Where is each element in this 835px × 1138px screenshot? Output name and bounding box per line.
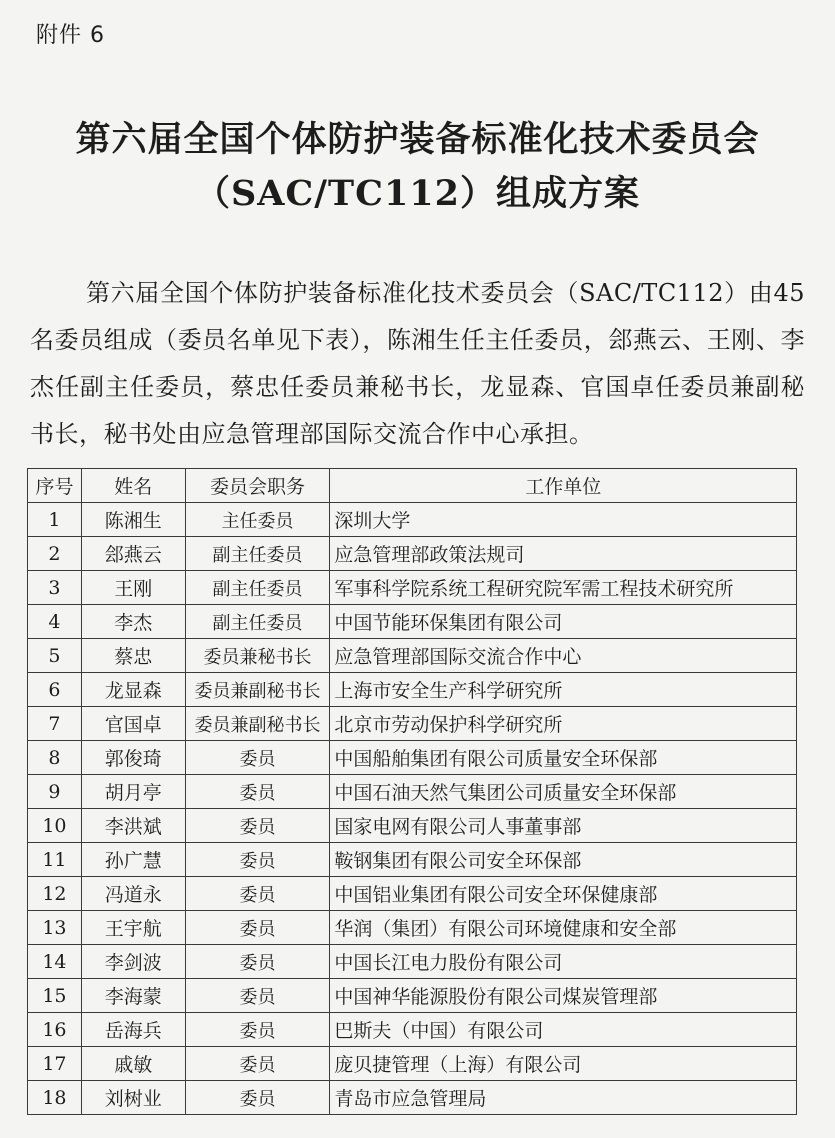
attachment-label: 附件 6 bbox=[36, 23, 105, 48]
cell-position: 副主任委员 bbox=[185, 605, 330, 639]
cell-workplace: 上海市安全生产科学研究所 bbox=[330, 673, 797, 707]
table-row bbox=[28, 911, 797, 945]
cell-position: 委员 bbox=[185, 877, 330, 911]
cell-name: 戚敏 bbox=[81, 1047, 185, 1081]
table-row bbox=[28, 809, 797, 843]
cell-position: 委员 bbox=[185, 1047, 330, 1081]
document-title-line-2: （SAC/TC112）组成方案 bbox=[194, 173, 641, 214]
table-row bbox=[28, 1047, 797, 1081]
cell-index: 11 bbox=[28, 843, 82, 877]
cell-workplace: 中国长江电力股份有限公司 bbox=[330, 945, 797, 979]
cell-position: 委员 bbox=[185, 945, 330, 979]
table-header-row bbox=[28, 469, 797, 503]
cell-index: 17 bbox=[28, 1047, 82, 1081]
cell-name: 李剑波 bbox=[81, 945, 185, 979]
table-row bbox=[28, 979, 797, 1013]
cell-workplace: 中国石油天然气集团公司质量安全环保部 bbox=[330, 775, 797, 809]
cell-name: 蔡忠 bbox=[81, 639, 185, 673]
cell-index: 5 bbox=[28, 639, 82, 673]
cell-position: 委员兼副秘书长 bbox=[185, 673, 330, 707]
cell-workplace: 青岛市应急管理局 bbox=[330, 1081, 797, 1115]
header-workplace: 工作单位 bbox=[330, 469, 797, 503]
cell-index: 9 bbox=[28, 775, 82, 809]
cell-workplace: 中国神华能源股份有限公司煤炭管理部 bbox=[330, 979, 797, 1013]
table-row bbox=[28, 639, 797, 673]
cell-name: 胡月亭 bbox=[81, 775, 185, 809]
cell-index: 4 bbox=[28, 605, 82, 639]
cell-position: 主任委员 bbox=[185, 503, 330, 537]
member-table bbox=[27, 468, 797, 1115]
intro-paragraph: 第六届全国个体防护装备标准化技术委员会（SAC/TC112）由45名委员组成（委员名单见下表），陈湘生任主任委员，郐燕云、王刚、李杰任副主任委员，蔡忠任委员兼秘书长，龙显森、官国卓任委员兼副秘书长，秘书处由应急管理部国际交流合作中心承担。 bbox=[30, 279, 805, 448]
cell-index: 14 bbox=[28, 945, 82, 979]
cell-workplace: 军事科学院系统工程研究院军需工程技术研究所 bbox=[330, 571, 797, 605]
cell-index: 15 bbox=[28, 979, 82, 1013]
cell-index: 13 bbox=[28, 911, 82, 945]
cell-index: 6 bbox=[28, 673, 82, 707]
table-row bbox=[28, 571, 797, 605]
cell-workplace: 中国节能环保集团有限公司 bbox=[330, 605, 797, 639]
table-row bbox=[28, 945, 797, 979]
header-index: 序号 bbox=[28, 469, 82, 503]
cell-position: 副主任委员 bbox=[185, 571, 330, 605]
table-row bbox=[28, 707, 797, 741]
cell-workplace: 北京市劳动保护科学研究所 bbox=[330, 707, 797, 741]
cell-name: 李海蒙 bbox=[81, 979, 185, 1013]
cell-index: 3 bbox=[28, 571, 82, 605]
cell-name: 冯道永 bbox=[81, 877, 185, 911]
cell-name: 陈湘生 bbox=[81, 503, 185, 537]
cell-name: 刘树业 bbox=[81, 1081, 185, 1115]
cell-position: 委员兼秘书长 bbox=[185, 639, 330, 673]
cell-name: 王宇航 bbox=[81, 911, 185, 945]
cell-name: 郐燕云 bbox=[81, 537, 185, 571]
document-title-line-1: 第六届全国个体防护装备标准化技术委员会 bbox=[75, 119, 760, 160]
header-name: 姓名 bbox=[81, 469, 185, 503]
cell-workplace: 巴斯夫（中国）有限公司 bbox=[330, 1013, 797, 1047]
cell-name: 官国卓 bbox=[81, 707, 185, 741]
cell-index: 12 bbox=[28, 877, 82, 911]
table-row bbox=[28, 537, 797, 571]
cell-name: 王刚 bbox=[81, 571, 185, 605]
table-body bbox=[28, 503, 797, 1115]
cell-index: 1 bbox=[28, 503, 82, 537]
cell-name: 龙显森 bbox=[81, 673, 185, 707]
cell-index: 8 bbox=[28, 741, 82, 775]
cell-position: 委员 bbox=[185, 979, 330, 1013]
cell-name: 李杰 bbox=[81, 605, 185, 639]
cell-workplace: 庞贝捷管理（上海）有限公司 bbox=[330, 1047, 797, 1081]
table-row bbox=[28, 843, 797, 877]
cell-index: 2 bbox=[28, 537, 82, 571]
cell-workplace: 华润（集团）有限公司环境健康和安全部 bbox=[330, 911, 797, 945]
cell-position: 委员 bbox=[185, 741, 330, 775]
cell-index: 7 bbox=[28, 707, 82, 741]
cell-workplace: 鞍钢集团有限公司安全环保部 bbox=[330, 843, 797, 877]
cell-position: 委员 bbox=[185, 911, 330, 945]
cell-position: 委员 bbox=[185, 809, 330, 843]
cell-workplace: 深圳大学 bbox=[330, 503, 797, 537]
cell-position: 委员 bbox=[185, 1013, 330, 1047]
table-row bbox=[28, 741, 797, 775]
cell-workplace: 应急管理部政策法规司 bbox=[330, 537, 797, 571]
cell-index: 10 bbox=[28, 809, 82, 843]
cell-workplace: 国家电网有限公司人事董事部 bbox=[330, 809, 797, 843]
header-position: 委员会职务 bbox=[185, 469, 330, 503]
cell-index: 18 bbox=[28, 1081, 82, 1115]
table-row bbox=[28, 605, 797, 639]
cell-name: 岳海兵 bbox=[81, 1013, 185, 1047]
cell-index: 16 bbox=[28, 1013, 82, 1047]
cell-workplace: 中国铝业集团有限公司安全环保健康部 bbox=[330, 877, 797, 911]
table-row bbox=[28, 1013, 797, 1047]
table-row bbox=[28, 877, 797, 911]
cell-position: 委员兼副秘书长 bbox=[185, 707, 330, 741]
cell-position: 委员 bbox=[185, 775, 330, 809]
cell-position: 委员 bbox=[185, 843, 330, 877]
cell-workplace: 中国船舶集团有限公司质量安全环保部 bbox=[330, 741, 797, 775]
cell-position: 副主任委员 bbox=[185, 537, 330, 571]
table-row bbox=[28, 1081, 797, 1115]
cell-name: 郭俊琦 bbox=[81, 741, 185, 775]
table-row bbox=[28, 775, 797, 809]
cell-name: 孙广慧 bbox=[81, 843, 185, 877]
cell-name: 李洪斌 bbox=[81, 809, 185, 843]
table-row bbox=[28, 503, 797, 537]
table-row bbox=[28, 673, 797, 707]
cell-workplace: 应急管理部国际交流合作中心 bbox=[330, 639, 797, 673]
cell-position: 委员 bbox=[185, 1081, 330, 1115]
